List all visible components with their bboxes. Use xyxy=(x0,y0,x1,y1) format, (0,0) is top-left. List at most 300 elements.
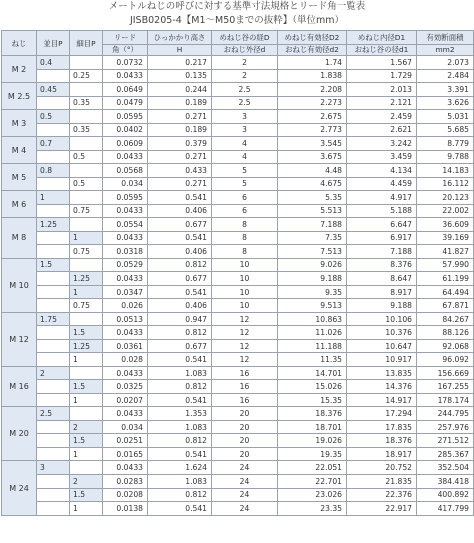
cell-fine-pitch: 1.25 xyxy=(70,272,103,286)
cell-height: 0.677 xyxy=(148,339,212,353)
cell-height: 0.271 xyxy=(148,150,212,164)
cell-coarse-pitch xyxy=(37,69,70,83)
cell-height: 0.406 xyxy=(148,299,212,313)
cell-pitch-dia: 3.545 xyxy=(278,137,347,151)
header-lead-angle-1: リード xyxy=(103,31,148,45)
cell-lead-angle: 0.0433 xyxy=(103,326,148,340)
cell-size: M 20 xyxy=(2,407,37,461)
title-line-2: JISB0205-4【M1～M50までの抜粋】（単位mm） xyxy=(129,15,345,26)
cell-pitch-dia: 15.35 xyxy=(278,393,347,407)
cell-lead-angle: 0.0513 xyxy=(103,312,148,326)
cell-fine-pitch: 0.75 xyxy=(70,204,103,218)
cell-height: 0.271 xyxy=(148,110,212,124)
table-row xyxy=(2,461,474,475)
cell-minor-dia: 8.647 xyxy=(347,272,417,286)
cell-area: 400.892 xyxy=(417,488,474,502)
cell-pitch-dia: 2.208 xyxy=(278,83,347,97)
cell-major-dia: 16 xyxy=(212,380,278,394)
cell-height: 0.244 xyxy=(148,83,212,97)
cell-lead-angle: 0.0283 xyxy=(103,474,148,488)
cell-major-dia: 20 xyxy=(212,420,278,434)
cell-pitch-dia: 2.773 xyxy=(278,123,347,137)
table-row xyxy=(2,407,474,421)
cell-pitch-dia: 22.701 xyxy=(278,474,347,488)
cell-lead-angle: 0.0138 xyxy=(103,502,148,516)
header-coarse-pitch: 並目P xyxy=(37,31,70,56)
cell-lead-angle: 0.0609 xyxy=(103,137,148,151)
cell-minor-dia: 13.835 xyxy=(347,366,417,380)
cell-fine-pitch xyxy=(70,258,103,272)
cell-minor-dia: 5.188 xyxy=(347,204,417,218)
cell-area: 167.255 xyxy=(417,380,474,394)
cell-coarse-pitch xyxy=(37,177,70,191)
cell-area: 178.174 xyxy=(417,393,474,407)
cell-lead-angle: 0.0649 xyxy=(103,83,148,97)
header-neji: ねじ xyxy=(2,31,37,56)
cell-major-dia: 5 xyxy=(212,177,278,191)
cell-area: 84.267 xyxy=(417,312,474,326)
cell-fine-pitch: 1.25 xyxy=(70,339,103,353)
table-row xyxy=(2,353,474,367)
cell-size: M 2 xyxy=(2,56,37,83)
cell-major-dia: 10 xyxy=(212,285,278,299)
cell-major-dia: 8 xyxy=(212,231,278,245)
cell-area: 352.504 xyxy=(417,461,474,475)
cell-major-dia: 24 xyxy=(212,461,278,475)
cell-area: 16.112 xyxy=(417,177,474,191)
cell-area: 417.799 xyxy=(417,502,474,516)
cell-minor-dia: 6.917 xyxy=(347,231,417,245)
cell-pitch-dia: 2.675 xyxy=(278,110,347,124)
cell-lead-angle: 0.0433 xyxy=(103,461,148,475)
cell-pitch-dia: 9.513 xyxy=(278,299,347,313)
cell-lead-angle: 0.0732 xyxy=(103,56,148,70)
header-major-dia-2: おねじ外径d xyxy=(212,45,278,56)
cell-area: 39.169 xyxy=(417,231,474,245)
cell-major-dia: 10 xyxy=(212,258,278,272)
cell-coarse-pitch xyxy=(37,380,70,394)
cell-minor-dia: 10.647 xyxy=(347,339,417,353)
cell-coarse-pitch: 1.75 xyxy=(37,312,70,326)
cell-lead-angle: 0.0325 xyxy=(103,380,148,394)
cell-major-dia: 2.5 xyxy=(212,83,278,97)
cell-minor-dia: 2.013 xyxy=(347,83,417,97)
cell-height: 0.812 xyxy=(148,380,212,394)
cell-height: 0.541 xyxy=(148,447,212,461)
cell-lead-angle: 0.028 xyxy=(103,353,148,367)
cell-pitch-dia: 7.35 xyxy=(278,231,347,245)
cell-coarse-pitch xyxy=(37,231,70,245)
cell-height: 0.541 xyxy=(148,393,212,407)
cell-height: 0.812 xyxy=(148,434,212,448)
table-row xyxy=(2,96,474,110)
cell-coarse-pitch xyxy=(37,502,70,516)
cell-area: 244.795 xyxy=(417,407,474,421)
cell-coarse-pitch xyxy=(37,488,70,502)
cell-coarse-pitch xyxy=(37,447,70,461)
cell-coarse-pitch xyxy=(37,299,70,313)
cell-pitch-dia: 11.026 xyxy=(278,326,347,340)
cell-height: 0.677 xyxy=(148,272,212,286)
cell-height: 1.624 xyxy=(148,461,212,475)
cell-major-dia: 16 xyxy=(212,366,278,380)
cell-major-dia: 24 xyxy=(212,474,278,488)
cell-area: 64.494 xyxy=(417,285,474,299)
cell-fine-pitch: 1 xyxy=(70,447,103,461)
cell-pitch-dia: 9.35 xyxy=(278,285,347,299)
table-row xyxy=(2,502,474,516)
cell-fine-pitch: 1 xyxy=(70,502,103,516)
cell-major-dia: 24 xyxy=(212,502,278,516)
cell-height: 0.189 xyxy=(148,123,212,137)
cell-coarse-pitch: 0.45 xyxy=(37,83,70,97)
table-row xyxy=(2,339,474,353)
cell-pitch-dia: 19.35 xyxy=(278,447,347,461)
cell-height: 0.541 xyxy=(148,191,212,205)
cell-lead-angle: 0.0479 xyxy=(103,96,148,110)
header-area-2: mm2 xyxy=(417,45,474,56)
cell-pitch-dia: 1.74 xyxy=(278,56,347,70)
cell-area: 8.779 xyxy=(417,137,474,151)
cell-height: 0.812 xyxy=(148,326,212,340)
cell-height: 1.083 xyxy=(148,420,212,434)
cell-pitch-dia: 3.675 xyxy=(278,150,347,164)
cell-lead-angle: 0.0347 xyxy=(103,285,148,299)
cell-pitch-dia: 1.838 xyxy=(278,69,347,83)
table-row xyxy=(2,177,474,191)
cell-area: 61.199 xyxy=(417,272,474,286)
cell-minor-dia: 2.121 xyxy=(347,96,417,110)
table-row xyxy=(2,150,474,164)
cell-area: 271.512 xyxy=(417,434,474,448)
cell-minor-dia: 3.459 xyxy=(347,150,417,164)
table-row xyxy=(2,191,474,205)
cell-major-dia: 8 xyxy=(212,218,278,232)
cell-lead-angle: 0.0433 xyxy=(103,150,148,164)
cell-minor-dia: 18.376 xyxy=(347,434,417,448)
cell-area: 41.827 xyxy=(417,245,474,259)
cell-height: 0.135 xyxy=(148,69,212,83)
cell-fine-pitch: 1.5 xyxy=(70,488,103,502)
cell-coarse-pitch: 3 xyxy=(37,461,70,475)
cell-minor-dia: 18.917 xyxy=(347,447,417,461)
cell-height: 1.083 xyxy=(148,366,212,380)
cell-pitch-dia: 22.051 xyxy=(278,461,347,475)
cell-coarse-pitch xyxy=(37,285,70,299)
cell-pitch-dia: 9.026 xyxy=(278,258,347,272)
cell-fine-pitch: 1.5 xyxy=(70,434,103,448)
cell-major-dia: 10 xyxy=(212,299,278,313)
cell-area: 57.990 xyxy=(417,258,474,272)
cell-coarse-pitch xyxy=(37,393,70,407)
cell-size: M 6 xyxy=(2,191,37,218)
cell-lead-angle: 0.0165 xyxy=(103,447,148,461)
cell-major-dia: 2.5 xyxy=(212,96,278,110)
cell-lead-angle: 0.0433 xyxy=(103,407,148,421)
cell-lead-angle: 0.0251 xyxy=(103,434,148,448)
cell-fine-pitch xyxy=(70,164,103,178)
table-row xyxy=(2,218,474,232)
cell-fine-pitch: 2 xyxy=(70,474,103,488)
cell-lead-angle: 0.0433 xyxy=(103,69,148,83)
cell-fine-pitch xyxy=(70,191,103,205)
cell-minor-dia: 21.835 xyxy=(347,474,417,488)
cell-size: M 12 xyxy=(2,312,37,366)
table-row xyxy=(2,285,474,299)
table-row xyxy=(2,380,474,394)
table-row xyxy=(2,326,474,340)
thread-spec-table xyxy=(1,30,474,516)
cell-pitch-dia: 11.188 xyxy=(278,339,347,353)
cell-fine-pitch xyxy=(70,83,103,97)
cell-coarse-pitch xyxy=(37,353,70,367)
cell-height: 1.353 xyxy=(148,407,212,421)
cell-major-dia: 8 xyxy=(212,245,278,259)
cell-coarse-pitch: 1 xyxy=(37,191,70,205)
cell-pitch-dia: 23.026 xyxy=(278,488,347,502)
cell-area: 5.685 xyxy=(417,123,474,137)
cell-fine-pitch: 0.35 xyxy=(70,96,103,110)
cell-fine-pitch xyxy=(70,56,103,70)
cell-area: 2.484 xyxy=(417,69,474,83)
cell-major-dia: 4 xyxy=(212,150,278,164)
cell-coarse-pitch xyxy=(37,204,70,218)
cell-pitch-dia: 7.188 xyxy=(278,218,347,232)
cell-pitch-dia: 18.701 xyxy=(278,420,347,434)
cell-fine-pitch xyxy=(70,407,103,421)
cell-minor-dia: 10.376 xyxy=(347,326,417,340)
cell-pitch-dia: 7.513 xyxy=(278,245,347,259)
cell-height: 0.217 xyxy=(148,56,212,70)
cell-height: 0.379 xyxy=(148,137,212,151)
table-row xyxy=(2,137,474,151)
cell-minor-dia: 1.729 xyxy=(347,69,417,83)
cell-fine-pitch: 1.5 xyxy=(70,326,103,340)
cell-fine-pitch xyxy=(70,137,103,151)
cell-major-dia: 12 xyxy=(212,353,278,367)
cell-height: 0.541 xyxy=(148,285,212,299)
cell-major-dia: 24 xyxy=(212,488,278,502)
cell-height: 0.271 xyxy=(148,177,212,191)
table-row xyxy=(2,204,474,218)
cell-fine-pitch xyxy=(70,366,103,380)
cell-minor-dia: 4.917 xyxy=(347,191,417,205)
cell-lead-angle: 0.0361 xyxy=(103,339,148,353)
cell-lead-angle: 0.0568 xyxy=(103,164,148,178)
header-minor-dia-1: めねじ内径D1 xyxy=(347,31,417,45)
cell-coarse-pitch xyxy=(37,434,70,448)
cell-major-dia: 6 xyxy=(212,204,278,218)
cell-size: M 3 xyxy=(2,110,37,137)
cell-coarse-pitch xyxy=(37,420,70,434)
cell-area: 3.626 xyxy=(417,96,474,110)
header-pitch-dia-2: おねじ有効径d2 xyxy=(278,45,347,56)
header-fine-pitch: 細目P xyxy=(70,31,103,56)
cell-minor-dia: 22.376 xyxy=(347,488,417,502)
header-minor-dia-2: おねじ谷の径d1 xyxy=(347,45,417,56)
cell-minor-dia: 1.567 xyxy=(347,56,417,70)
cell-fine-pitch: 0.5 xyxy=(70,177,103,191)
cell-height: 0.541 xyxy=(148,502,212,516)
cell-pitch-dia: 14.701 xyxy=(278,366,347,380)
cell-size: M 8 xyxy=(2,218,37,259)
cell-fine-pitch: 0.25 xyxy=(70,69,103,83)
cell-lead-angle: 0.0529 xyxy=(103,258,148,272)
cell-pitch-dia: 18.376 xyxy=(278,407,347,421)
header-pitch-dia-1: めねじ有効径D2 xyxy=(278,31,347,45)
cell-area: 88.126 xyxy=(417,326,474,340)
cell-area: 2.073 xyxy=(417,56,474,70)
table-row xyxy=(2,258,474,272)
header-area-1: 有効断面積 xyxy=(417,31,474,45)
cell-minor-dia: 10.917 xyxy=(347,353,417,367)
table-row xyxy=(2,420,474,434)
cell-major-dia: 20 xyxy=(212,434,278,448)
table-row xyxy=(2,393,474,407)
cell-area: 67.871 xyxy=(417,299,474,313)
cell-lead-angle: 0.0595 xyxy=(103,110,148,124)
cell-coarse-pitch: 0.5 xyxy=(37,110,70,124)
cell-size: M 4 xyxy=(2,137,37,164)
cell-lead-angle: 0.0595 xyxy=(103,191,148,205)
table-row xyxy=(2,231,474,245)
cell-minor-dia: 4.134 xyxy=(347,164,417,178)
cell-minor-dia: 2.621 xyxy=(347,123,417,137)
cell-height: 0.812 xyxy=(148,258,212,272)
cell-coarse-pitch xyxy=(37,474,70,488)
cell-size: M 16 xyxy=(2,366,37,407)
cell-area: 92.068 xyxy=(417,339,474,353)
table-row xyxy=(2,123,474,137)
table-row xyxy=(2,447,474,461)
cell-coarse-pitch xyxy=(37,96,70,110)
table-header xyxy=(2,31,474,56)
cell-coarse-pitch xyxy=(37,150,70,164)
title-line-1: メートルねじの呼びに対する基準寸法規格とリード角一覧表 xyxy=(108,1,366,12)
cell-area: 36.609 xyxy=(417,218,474,232)
cell-area: 384.418 xyxy=(417,474,474,488)
table-row xyxy=(2,56,474,70)
cell-minor-dia: 10.106 xyxy=(347,312,417,326)
cell-fine-pitch xyxy=(70,461,103,475)
cell-area: 156.669 xyxy=(417,366,474,380)
cell-fine-pitch: 1.5 xyxy=(70,380,103,394)
cell-major-dia: 3 xyxy=(212,110,278,124)
cell-height: 0.677 xyxy=(148,218,212,232)
cell-coarse-pitch: 0.4 xyxy=(37,56,70,70)
cell-major-dia: 20 xyxy=(212,447,278,461)
table-row xyxy=(2,434,474,448)
cell-pitch-dia: 9.188 xyxy=(278,272,347,286)
cell-area: 257.976 xyxy=(417,420,474,434)
cell-pitch-dia: 10.863 xyxy=(278,312,347,326)
cell-major-dia: 20 xyxy=(212,407,278,421)
cell-fine-pitch: 0.75 xyxy=(70,245,103,259)
cell-major-dia: 12 xyxy=(212,326,278,340)
cell-pitch-dia: 5.513 xyxy=(278,204,347,218)
cell-lead-angle: 0.0402 xyxy=(103,123,148,137)
cell-height: 0.541 xyxy=(148,231,212,245)
cell-minor-dia: 3.242 xyxy=(347,137,417,151)
cell-height: 0.189 xyxy=(148,96,212,110)
cell-coarse-pitch: 0.8 xyxy=(37,164,70,178)
cell-coarse-pitch xyxy=(37,245,70,259)
cell-lead-angle: 0.0207 xyxy=(103,393,148,407)
cell-minor-dia: 17.835 xyxy=(347,420,417,434)
cell-size: M 2.5 xyxy=(2,83,37,110)
cell-major-dia: 6 xyxy=(212,191,278,205)
table-body xyxy=(2,56,474,516)
table-row xyxy=(2,474,474,488)
cell-lead-angle: 0.0433 xyxy=(103,231,148,245)
cell-height: 0.812 xyxy=(148,488,212,502)
table-row xyxy=(2,245,474,259)
cell-minor-dia: 14.376 xyxy=(347,380,417,394)
cell-area: 96.092 xyxy=(417,353,474,367)
cell-pitch-dia: 11.35 xyxy=(278,353,347,367)
cell-height: 0.406 xyxy=(148,245,212,259)
cell-coarse-pitch: 1.25 xyxy=(37,218,70,232)
cell-size: M 10 xyxy=(2,258,37,312)
cell-major-dia: 10 xyxy=(212,272,278,286)
cell-minor-dia: 17.294 xyxy=(347,407,417,421)
table-row xyxy=(2,366,474,380)
cell-area: 22.002 xyxy=(417,204,474,218)
cell-major-dia: 4 xyxy=(212,137,278,151)
cell-height: 0.406 xyxy=(148,204,212,218)
cell-area: 14.183 xyxy=(417,164,474,178)
header-lead-angle-2: 角（°） xyxy=(103,45,148,56)
cell-major-dia: 12 xyxy=(212,312,278,326)
cell-fine-pitch xyxy=(70,312,103,326)
cell-coarse-pitch: 2 xyxy=(37,366,70,380)
table-row xyxy=(2,488,474,502)
cell-major-dia: 2 xyxy=(212,56,278,70)
cell-minor-dia: 14.917 xyxy=(347,393,417,407)
cell-minor-dia: 20.752 xyxy=(347,461,417,475)
cell-coarse-pitch: 1.5 xyxy=(37,258,70,272)
table-row xyxy=(2,164,474,178)
table-title xyxy=(0,0,474,30)
cell-height: 0.541 xyxy=(148,353,212,367)
cell-size: M 24 xyxy=(2,461,37,515)
cell-coarse-pitch xyxy=(37,339,70,353)
table-row xyxy=(2,69,474,83)
cell-pitch-dia: 19.026 xyxy=(278,434,347,448)
cell-major-dia: 2 xyxy=(212,69,278,83)
cell-fine-pitch xyxy=(70,110,103,124)
cell-minor-dia: 9.188 xyxy=(347,299,417,313)
cell-fine-pitch: 2 xyxy=(70,420,103,434)
cell-major-dia: 5 xyxy=(212,164,278,178)
cell-minor-dia: 6.647 xyxy=(347,218,417,232)
cell-pitch-dia: 15.026 xyxy=(278,380,347,394)
cell-height: 1.083 xyxy=(148,474,212,488)
header-height-1: ひっかかり高さ xyxy=(148,31,212,45)
cell-fine-pitch: 1 xyxy=(70,231,103,245)
cell-lead-angle: 0.0433 xyxy=(103,272,148,286)
table-row xyxy=(2,312,474,326)
cell-pitch-dia: 4.675 xyxy=(278,177,347,191)
cell-fine-pitch xyxy=(70,218,103,232)
cell-minor-dia: 8.376 xyxy=(347,258,417,272)
cell-fine-pitch: 1 xyxy=(70,285,103,299)
cell-major-dia: 16 xyxy=(212,393,278,407)
cell-fine-pitch: 0.5 xyxy=(70,150,103,164)
cell-lead-angle: 0.0433 xyxy=(103,366,148,380)
cell-fine-pitch: 0.35 xyxy=(70,123,103,137)
cell-minor-dia: 8.917 xyxy=(347,285,417,299)
